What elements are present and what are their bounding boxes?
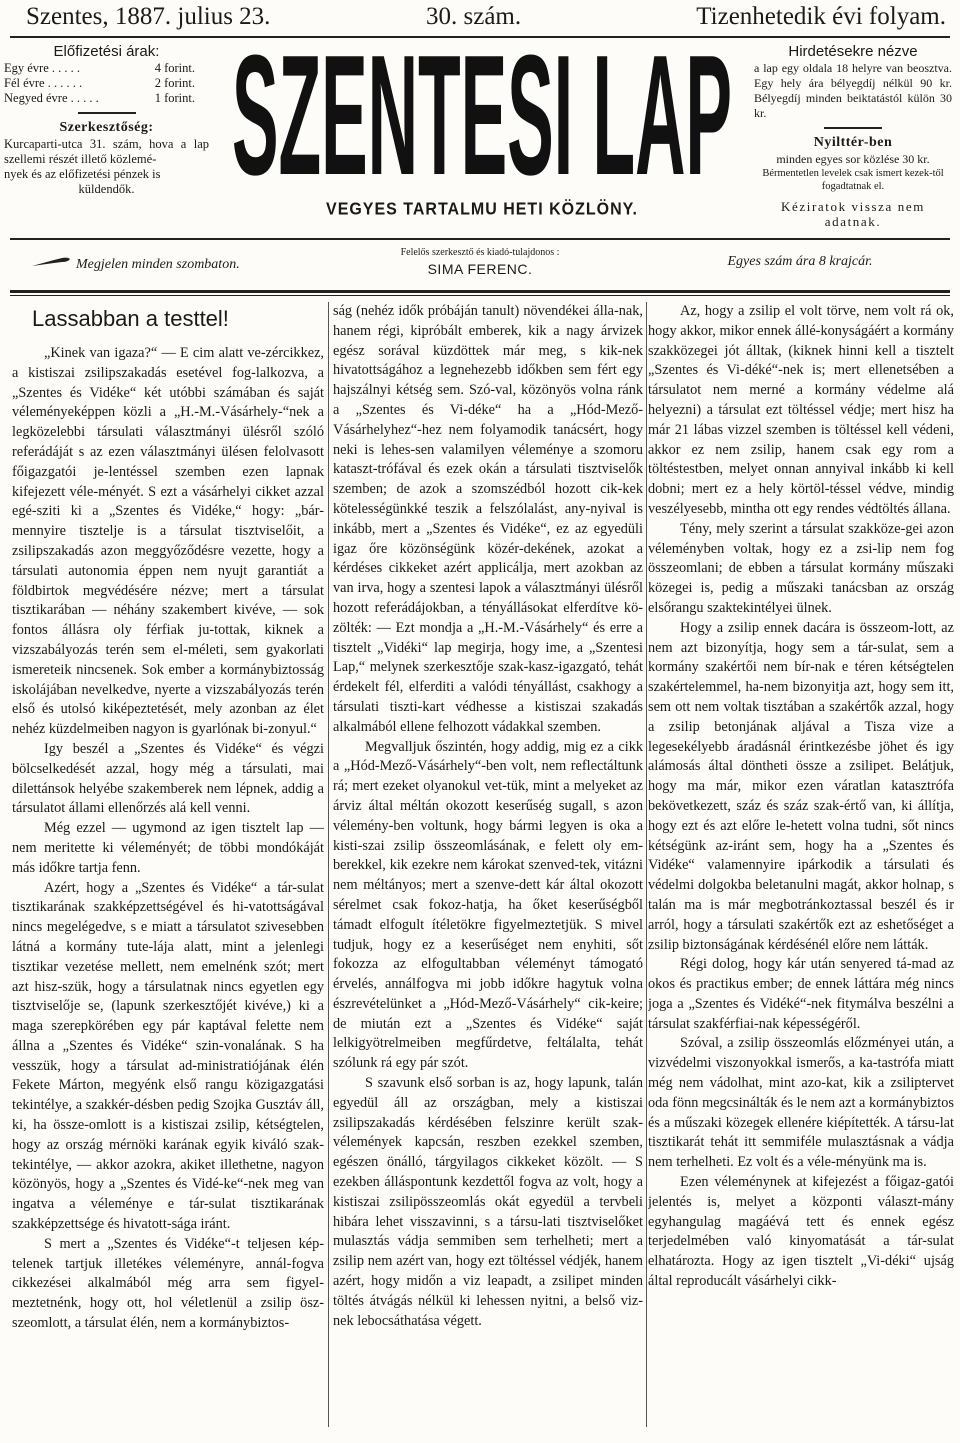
editorial-title: Szerkesztőség: bbox=[59, 120, 154, 135]
divider bbox=[78, 112, 136, 114]
price-row bbox=[4, 61, 209, 76]
nyilt-text: minden egyes sor közlése 30 kr. bbox=[776, 152, 930, 166]
article-column-3 bbox=[648, 302, 954, 1442]
column-divider bbox=[646, 302, 647, 1427]
masthead-subtitle: VEGYES TARTALMU HETI KÖZLÖNY. bbox=[326, 200, 638, 219]
price-row bbox=[4, 91, 209, 106]
top-rule bbox=[10, 36, 950, 38]
price-value: 4 forint. bbox=[154, 61, 195, 75]
subscription-title: Előfizetési árak: bbox=[53, 43, 160, 60]
price-value: 1 forint. bbox=[154, 91, 195, 105]
article-paragraph: Még ezzel — ugymond az igen tisztelt lap — nem meritette ki véleményét; de többi mondókáját más időkre tartja fenn. bbox=[12, 820, 324, 876]
article-column-2 bbox=[333, 302, 643, 1442]
editor-name: SIMA FERENC. bbox=[427, 261, 533, 277]
price-dots: . . . . . bbox=[67, 91, 99, 105]
article-paragraph: Azért, hogy a „Szentes és Vidéke“ a tár-sulat tisztikarának szakképzettségével és hi-vatottságával nincs megelégedve, s e miatt a társulatot szivesebben látná a kormány tute-lája alatt, mint a jelenlegi tisztikar vezetése mellett, nem emelnénk szót; mert azt hisz-szük, hogy a társulatnak nincs egyetlen egy tisztviselője se, (lapunk szerkesztőjét kivéve,) ki a maga szerepkörében egy pár kaptával felette nem állna a „Szentes és Vidéke“ szin-vonalának. S ha vesszük, hogy a társulat ad-ministratiójának élén Fekete Márton, megyénk első rangu közigazgatási tekintélye, a szakkér-désben pedig Szojka Gusztáv áll, ki, ha össze-omlott is a kistiszai zsilip, kétségtelen, hogy az ország mérnöki karának egyik kiváló szak-tekintélye, — akkor azokra, akiket illethetne, nagyon közönyös, hogy a „Szentes és Vidé-ke“-nek meg van ingatva a véleménye e tár-sulat tisztikarának szakképzettsége és hivatott-sága iránt. bbox=[12, 879, 324, 1233]
issue-price: Egyes szám ára 8 krajcár. bbox=[727, 254, 873, 269]
editorial-address-3: küldendők. bbox=[78, 182, 135, 196]
subscription-box bbox=[4, 44, 209, 197]
article-paragraph: ság (nehéz idők próbáján tanult) növendékei álla-nak, hanem régi, kipróbált emberek, kik a nagy árvizek egész sorával küzdöttek már meg, s kik-nek hivatottságához a legnehezebb időkben sem fért egy hajszálnyi kétség sem. Szó-val, közönyös volna ránk a „Szentes és Vi-déke“ ha a „Hód-Mező-Vásárhelyhez“-hez nem folyamodik tanácsért, hogy neki is lehes-sen valamilyen véleménye a szomoru kataszt-trófával és ezek okán a társulati tisztviselők szemben; de azok a szomszédból hozott cik-kek kötelességünkké teszik a felszólalást, any-nyival is inkább, mert a „Szentes és Vidéke“, ez az egyedüli igaz őre közönségünk közér-dekének, azokat a kérdéses cikkeket azért applicálja, mert azokban az van irva, hogy a szentesi lapok a választmányi ülésről hozott referádájokban, a tényállásokat elferdítve kö-zölték: — Ezt mondja a „H.-M.-Vásárhely“ és erre a tisztelt „Vidéki“ lap megirja, hogy ime, a „Szentesi Lap,“ melynek szerkesztője szak-kasz-igazgató, tehát érdekelt fél, elferditi a valódi tényállást, csakhogy a társulati tiszti-kart védhesse a kistiszai szakadás alkalmából ellene felhozott vádakkal szemben. bbox=[333, 303, 643, 735]
article-paragraph: Hogy a zsilip ennek dacára is összeom-lott, az nem azt bizonyítja, hogy sem a tár-sulat, sem a kormány szakértői nem bír-nak e téren kétségtelen szakértelemmel, ha-nem bizonyitja azt, hogy sem itt, sem ott nem voltak tisztában a szakértők azzal, hogy a zsilip betonjának aljával a Tisza vize a legesekélyebb áradásnál érintkezésbe jöhet és igy alámosás által döntheti össze a zsilipet. Belátjuk, hogy ma már, mikor ezen váratlan katasztrófa bekövetkezett, száz és száz szak-értő van, ki állítja, hogy ezt és azt előre le-hetett volna tudni, sőt nincs kétségünk az-iránt sem, hogy ha a „Szentes és Vidéke“ valamennyire ipárkodik a társulati és védelmi dolgokba beletanulni magát, akkor holnap, s talán ma is már megbotránkoztassal beszél és ir arról, hogy a társulati szakértők ezt az eshetőséget a zsilip biztonságának kérdésénél előre nem látták. bbox=[648, 619, 954, 953]
article-title: Lassabban a testtel! bbox=[32, 306, 229, 331]
issue-number: 30. szám. bbox=[426, 3, 522, 30]
ads-title: Hirdetésekre nézve bbox=[788, 43, 918, 60]
article-paragraph: Az, hogy a zsilip el volt törve, nem volt rá ok, hogy akkor, mikor ennek állé-konyságáért a kormány szakközegei jót álltak, (kiknek hinni kell a tisztelt „Szentes és Vi-déké“-nek is; mert ellenetsében a társulatot nem merné a kormány védelme alá helyezni) a társulat ezt töltéssel védje; mert hisz ha már 21 lábas vizzel szemben is töltéssel kell védeni, akkor ez nem zsilip, hanem csak egy rom a töltéstestben, melyet onnan annyival inkább ki kell dobni; mert ez a hely körtöl-téssel védve, mindig veszélyesebb, mintha ott egy rendes védtöltés állana. bbox=[648, 303, 954, 517]
price-dots: . . . . . bbox=[48, 61, 81, 75]
price-dots: . . . . . . bbox=[44, 76, 83, 90]
article-paragraph: Ezen véleménynek at kifejezést a főigaz-gatói jelentés is, melyet a központi választ-mány egyhangulag magáévá tett és ennek egész terjedelmében való kinyomatását a tár-sulat elhatározta. Hogy az igen tisztelt „Vi-déki“ ujság által reproducált vásárhelyi cikk- bbox=[648, 1174, 954, 1290]
article-paragraph: S mert a „Szentes és Vidéke“-t teljesen kép-telenek tartjuk illetékes véleményre, annál-fogva cikkezései alkalmából még arra sem figyel-meztetnénk, hogy ott, hol véletlenül a zsilip ösz-szeomlott, a társulat élén, nem a kormánybiztos- bbox=[12, 1235, 324, 1332]
ads-text: a lap egy oldala 18 helyre van beosztva. Egy hely ára bélyegdíj nélkül 90 kr. Bélyegdíj minden beiktatástól külön 30 kr. bbox=[754, 61, 952, 120]
divider bbox=[824, 127, 882, 129]
weekly-note bbox=[32, 254, 240, 273]
top-line bbox=[10, 2, 946, 32]
thin-rule bbox=[10, 295, 950, 296]
article-paragraph: Szóval, a zsilip összeomlás előzményei után, a vizvédelmi viszonyokkal ismerős, a ka-tastrófa miatt még nem vádolhat, mint azo-kat, kik a zsiliptervet oda fönn megcsinálták és le nem azt a kormánybiztos és a műszaki közegek ellenére kiépítették. A társu-lat tisztikarát tehát itt semmiféle mulasztásnak a vádja nem terhelheti. Ez volt és a véle-ményünk ma is. bbox=[648, 1035, 954, 1171]
masthead-rule bbox=[10, 238, 950, 240]
editorial-address-2: nyek és az előfizetési pénzek is bbox=[4, 167, 161, 181]
volume-number: Tizenhetedik évi folyam. bbox=[696, 3, 946, 30]
price-period: Egy évre bbox=[4, 61, 49, 75]
column-divider bbox=[328, 302, 329, 1427]
article-column-1 bbox=[12, 302, 324, 1442]
price-value: 2 forint. bbox=[154, 76, 195, 90]
weekly-text: Megjelen minden szombaton. bbox=[76, 257, 240, 272]
nyilt-title: Nyilttér-ben bbox=[813, 135, 893, 150]
article-paragraph: „Kinek van igaza?“ — E cim alatt ve-zércikkez, a kistiszai zsilipszakadás esetével fog-lalkozva, a „Szentes és Vidéke“ két utóbbi számában és saját véleményeképpen közli a „H.-M.-Vásárhely-“nek a legközelebbi társulati választmányi ülésről szóló referádáját s az ezen választmányi ülésen felolvasott főigazgatói je-lentéssel szemben ezen lapnak kifejezett véle-ményét. S ezt a vásárhelyi cikket azzal egé-sziti ki a „Szentes és Vidéke,“ hogy: „bár-mennyire tisztelje is a társulat tisztviselőit, a zsilipszakadás azon meggyőződésre vezette, hogy a társulati autonomia éppen nem nyujt garantiát a földbirtok megvédésére nézve; mert a társulat tisztikarában — néhány szakembert kivéve, — sok fontos állásra oly férfiak ju-tottak, kiknek a vizszabályozás terén sem el-méleti, sem gyakorlati ismereteik nincsenek. Sok ember a kormánybiztosság iskolájában nevelkedve, nyerte a vizszabályozás terén első és utolsó kiképeztetését, mely azonban az élet nehéz küzdelmeiben nagyon is gyarlónak bi-zonyul.“ bbox=[12, 345, 324, 738]
ads-box bbox=[754, 44, 952, 229]
price-period: Fél évre bbox=[4, 76, 45, 90]
masthead-title bbox=[227, 42, 737, 182]
thick-rule bbox=[10, 290, 950, 293]
article-paragraph: Igy beszél a „Szentes és Vidéke“ és végzi bölcselkedését azzal, hogy még a társulati, mai dilettánsok helyébe szakemberek nem lépnek, addig a társulatot állami ellenőrzés alá kell venni. bbox=[12, 740, 324, 817]
masthead-title-text: SZENTESI LAP bbox=[232, 42, 733, 182]
price-period: Negyed évre bbox=[4, 91, 68, 105]
editor-label: Felelős szerkesztő és kiadó-tulajdonos : bbox=[400, 247, 560, 258]
pointing-hand-icon bbox=[32, 254, 72, 273]
price-row bbox=[4, 76, 209, 91]
masthead-title-svg bbox=[227, 42, 737, 182]
article-paragraph: Megvalljuk őszintén, hogy addig, mig ez a cikk a „Hód-Mező-Vásárhely“-ben volt, nem reflectáltunk rá; mert ezeket olyanokul vet-tük, mint a melyeket az árviz által méltán okozott keserűség sugall, s azon vélemény-ben voltunk, hogy bármi legyen is oka a kisti-szai zsilip összeomlásának, e felett oly em-berekkel, kik ezekre nem károkat szenved-tek, vitázni nem méltányos; mert a szenve-dett kár által okozott sérelmet csak fokoz-hatja, ha őket keserűségből támadt elfogult ítéletökre figyelmeztetjük. S mivel tudjuk, hogy ez a keserűséget nem enyhiti, sőt fokozza az elfogultabban véleményt támogató érvelés, annálfogva mi jobb időkre hagytuk volna észrevételünket a „Hód-Mező-Vásárhely“ cik-keire; de miután ezt a „Szentes és Vidéke“ saját lelkigyötrelmeiben megfűrdetve, feltálalta, tehát szólunk rá egy pár szót. bbox=[333, 738, 643, 1072]
article-paragraph: Tény, mely szerint a társulat szakköze-gei azon véleményben voltak, hogy ez a zsi-lip nem fog összeomlani; de ebben a társulat kormány műszaki közegei is, pedig a műszaki tanácsban az ország elsőrangu szaktekintélyei ülnek. bbox=[648, 520, 954, 616]
article-paragraph: S szavunk első sorban is az, hogy lapunk, talán egyedül áll az országban, mely a kistiszai zsilipszakadás kérdésében felszinre került szak-vélemények kapcsán, reszben ezekkel szemben, egészen önálló, tárgyilagos cikkeket közölt. — S ezekben álláspontunk kezdettől fogva az volt, hogy a kistiszai zsilipösszeomlás okát egyedül a tervbeli hibára lehet visszavinni, s a társu-lati tisztviselőket mulasztás vádja semmiben sem terhelheti; mert a zsilip nem azért van, hogy ezt töltéssel védjék, hanem azért, hogy midőn a viz leapadt, a zsilipet minden töltés átvágás nélkül ki lehessen nyitni, a belső viz-nek lebocsáthatása végett. bbox=[333, 1075, 643, 1329]
article-paragraph: Régi dolog, hogy kár után senyered tá-mad az okos és practikus ember; de ennek láttára még nincs joga a „Szentes és Vidéké“-nek fitymálva beszélni a társulat szakférfiai-nak képességéről. bbox=[648, 956, 954, 1032]
issue-date: Szentes, 1887. julius 23. bbox=[26, 3, 271, 30]
editorial-address: Kurcaparti-utca 31. szám, hova a lap szellemi részét illető közlemé- bbox=[4, 137, 209, 166]
letters-note: Bérmentetlen levelek csak ismert kezek-től fogadtatnak el. bbox=[762, 168, 944, 192]
manuscripts-note: Kéziratok vissza nem adatnak. bbox=[781, 199, 925, 229]
editor-box bbox=[360, 247, 600, 279]
